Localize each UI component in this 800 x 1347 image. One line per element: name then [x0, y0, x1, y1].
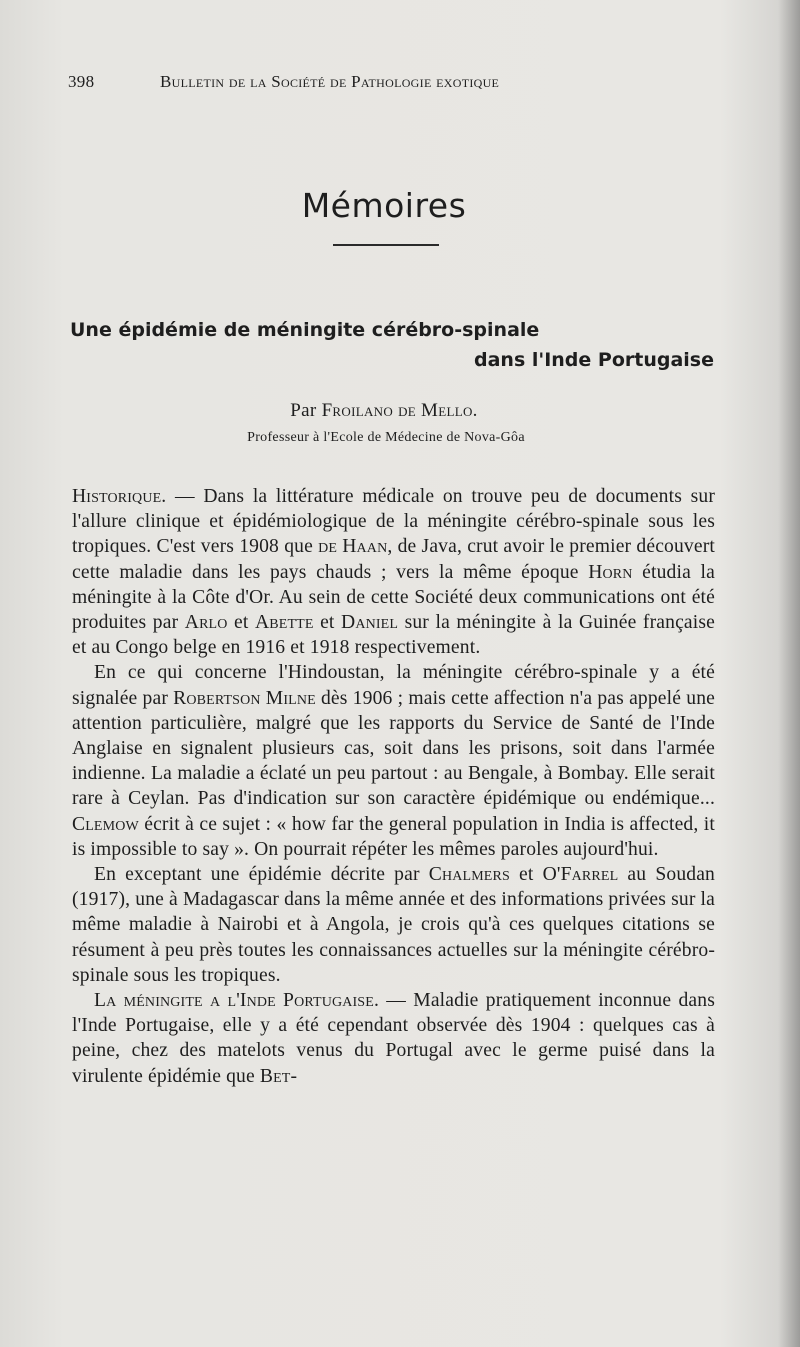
page-number: 398 [68, 72, 95, 91]
author-name: Froilano de Mello. [321, 400, 478, 421]
author-affiliation: Professeur à l'Ecole de Médecine de Nova-Gôa [247, 430, 525, 445]
paragraph-text: , de Java, crut avoir le premier découvert cette maladie dans les pays chauds ; vers la même époque [72, 536, 715, 583]
cited-author: de Haan [318, 536, 388, 558]
paragraph-hindoustan [72, 660, 715, 862]
section-title: Mémoires [301, 186, 467, 225]
paragraph-inde-portugaise [72, 988, 715, 1089]
paragraph-text: au Soudan (1917), une à Madagascar dans la même année et des informations privées sur la même maladie à Nairobi et à Angola, je crois qu'à ces quelques citations se résument à peu près toutes les connaissances actuelles sur la méningite cérébro-spinale sous les tropiques. [72, 864, 716, 986]
paragraph-text: et [313, 612, 342, 634]
paragraph-text: dès 1906 ; mais cette affection n'a pas appelé une attention particulière, malgré que les rapports du Service de Santé de l'Inde Anglaise en signalent plusieurs cas, soit dans les prisons, soit dans l'armée indienne. La maladie a éclaté un peu partout : au Bengale, à Bombay. Elle serait rare à Ceylan. Pas d'indication sur son caractère épidémique ou endémique... [72, 687, 715, 810]
paragraph-text: et [509, 864, 543, 886]
article-body [72, 484, 715, 1089]
paragraph-exceptant [72, 862, 715, 988]
cited-author: Daniel [341, 612, 399, 634]
cited-author: O'Farrel [542, 864, 619, 886]
byline [0, 400, 768, 422]
paragraph-text: écrit à ce sujet : « how far the general population in India is affected, it is impossible to say ». On pourrait répéter les mêmes paroles aujourd'hui. [72, 813, 715, 860]
cited-author: Bet- [259, 1065, 298, 1087]
journal-title: Bulletin de la Société de Pathologie exotique [160, 72, 500, 91]
paragraph-text: En ce qui concerne l'Hindoustan, la méningite cérébro-spinale y a été signalée par [72, 662, 715, 709]
paragraph-text: — Maladie pratiquement inconnue dans l'Inde Portugaise, elle y a été cependant observée dès 1904 : quelques cas à peine, chez des matelots venus du Portugal avec le germe puisé dans la virulente épidémie que [72, 990, 715, 1087]
paragraph-text: sur la méningite à la Guinée française et au Congo belge en 1916 et 1918 respectivement. [72, 612, 715, 659]
article-title-line-2: dans l'Inde Portugaise [474, 349, 714, 371]
section-label-inde-portugaise: La méningite a l'Inde Portugaise. [94, 990, 379, 1012]
cited-author: Arlo [184, 612, 228, 634]
article-title-line-1: Une épidémie de méningite cérébro-spinale [70, 319, 540, 341]
cited-author: Robertson Milne [173, 687, 316, 709]
article-title [70, 315, 714, 375]
cited-author: Horn [588, 561, 633, 583]
cited-author: Abette [254, 612, 314, 634]
page-spine-shadow [778, 0, 800, 1347]
cited-author: Chalmers [428, 864, 510, 886]
paragraph-text: étudia la méningite à la Côte d'Or. Au sein de cette Société deux communications ont été produites par [72, 561, 715, 634]
paragraph-text: En exceptant une épidémie décrite par [94, 864, 429, 886]
section-label-historique: Historique. [72, 486, 167, 507]
byline-prefix: Par [290, 400, 322, 421]
paragraph-historique [72, 484, 715, 660]
section-rule [333, 244, 439, 246]
paragraph-text: — Dans la littérature médicale on trouve peu de documents sur l'allure clinique et épidémiologique de la méningite cérébro-spinale sous les tropiques. C'est vers 1908 que [72, 486, 715, 558]
paragraph-text: et [227, 612, 255, 634]
cited-author: Clemow [72, 813, 139, 835]
